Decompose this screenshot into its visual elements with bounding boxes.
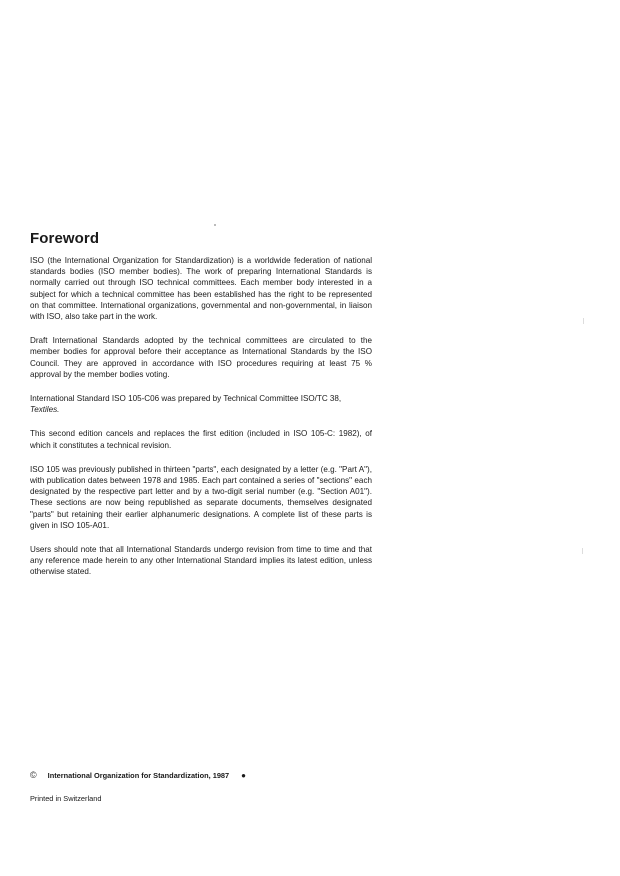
paragraph-iso-intro: ISO (the International Organization for Standardization) is a worldwide federation of national standards bodies (ISO member bodies). The work of preparing International Standards is normally carried out through ISO technical committees. Each member body interested in a subject for which a technical committee has been established has the right to be represented on that committee. International organizations, governmental and non-governmental, in liaison with ISO, also take part in the work. — [30, 256, 372, 322]
page-title: Foreword — [30, 230, 100, 247]
committee-name: Textiles. — [30, 405, 60, 415]
paragraph-prepared-by — [30, 393, 372, 415]
paragraph-parts-history: ISO 105 was previously published in thirteen "parts", each designated by a letter (e.g. "Part A"), with publication dates between 1978 and 1985. Each part contained a series of "sections" each designated by the respective part letter and by a two-digit serial number (e.g. "Section A01"). These sections are now being republished as separate documents, themselves designated "parts" but retaining their earlier alphanumeric designations. A complete list of these parts is given in ISO 105-A01. — [30, 464, 372, 530]
copyright-line — [30, 770, 246, 780]
paragraph-edition: This second edition cancels and replaces the first edition (included in ISO 105-C: 1982), of which it constitutes a technical revision. — [30, 429, 372, 450]
prepared-by-text: International Standard ISO 105-C06 was prepared by Technical Committee ISO/TC 38, — [30, 394, 342, 404]
foreword-body — [30, 255, 372, 591]
scan-speck — [582, 548, 583, 554]
copyright-icon: © — [30, 770, 37, 780]
bullet-icon: ● — [241, 770, 246, 780]
paragraph-revision-note: Users should note that all International Standards undergo revision from time to time and that any reference made herein to any other International Standard implies its latest edition, unless otherwise stated. — [30, 545, 372, 577]
copyright-organization: International Organization for Standardization, 1987 — [47, 770, 230, 780]
printed-location: Printed in Switzerland — [30, 794, 102, 803]
scan-speck — [214, 224, 216, 226]
scan-speck — [583, 318, 584, 324]
paragraph-draft-standards: Draft International Standards adopted by the technical committees are circulated to the member bodies for approval before their acceptance as International Standards by the ISO Council. They are approved in accordance with ISO procedures requiring at least 75 % approval by the member bodies voting. — [30, 336, 372, 379]
